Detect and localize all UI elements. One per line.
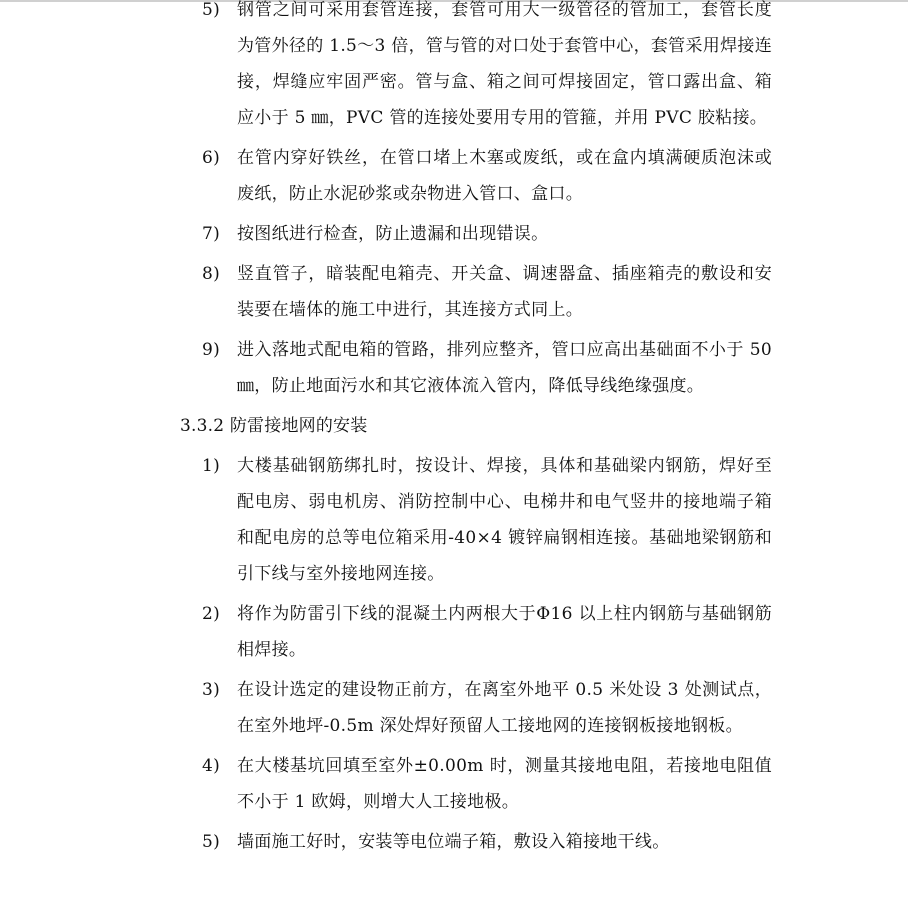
item-number: 3): [202, 680, 221, 700]
item-text: 进入落地式配电箱的管路，排列应整齐，管口应高出基础面不小于 50 ㎜，防止地面污水和其它液体流入管内，降低导线绝缘强度。: [237, 340, 772, 396]
item-number: 4): [202, 756, 221, 776]
item-number: 5): [202, 832, 221, 852]
item-text: 在大楼基坑回填至室外±0.00m 时，测量其接地电阻，若接地电阻值不小于 1 欧姆，则增大人工接地极。: [237, 756, 772, 812]
list-item: [0, 140, 772, 212]
list-item: [0, 332, 772, 404]
list-item: [0, 596, 772, 668]
item-text: 将作为防雷引下线的混凝土内两根大于Φ16 以上柱内钢筋与基础钢筋相焊接。: [237, 604, 772, 660]
list-item: [0, 216, 772, 252]
item-number: 8): [202, 264, 221, 284]
list-item: [0, 672, 772, 744]
item-text: 在管内穿好铁丝，在管口堵上木塞或废纸，或在盒内填满硬质泡沫或废纸，防止水泥砂浆或杂物进入管口、盒口。: [237, 148, 772, 204]
list-item: [0, 448, 772, 592]
item-number: 5): [202, 0, 221, 20]
item-number: 1): [202, 456, 221, 476]
item-text: 竖直管子，暗装配电箱壳、开关盒、调速器盒、插座箱壳的敷设和安装要在墙体的施工中进行，其连接方式同上。: [237, 264, 772, 320]
item-text: 按图纸进行检查，防止遗漏和出现错误。: [237, 224, 549, 244]
list-item: [0, 748, 772, 820]
item-number: 9): [202, 340, 221, 360]
item-text: 大楼基础钢筋绑扎时，按设计、焊接，具体和基础梁内钢筋，焊好至配电房、弱电机房、消防控制中心、电梯井和电气竖井的接地端子箱和配电房的总等电位箱采用-40×4 镀锌扁钢相连接。基础地梁钢筋和引下线与室外接地网连接。: [237, 456, 772, 584]
item-text: 墙面施工好时，安装等电位端子箱，敷设入箱接地干线。: [237, 832, 670, 852]
list-item: [0, 256, 772, 328]
list-item: [0, 824, 772, 860]
item-text: 在设计选定的建设物正前方，在离室外地平 0.5 米处设 3 处测试点，在室外地坪-0.5m 深处焊好预留人工接地网的连接钢板接地钢板。: [237, 680, 772, 736]
section-heading: 3.3.2 防雷接地网的安装: [180, 416, 368, 436]
item-number: 6): [202, 148, 221, 168]
item-number: 2): [202, 604, 221, 624]
item-text: 钢管之间可采用套管连接，套管可用大一级管径的管加工，套管长度为管外径的 1.5～3 倍，管与管的对口处于套管中心，套管采用焊接连接，焊缝应牢固严密。管与盒、箱之间可焊接固定，管口露出盒、箱应小于 5 ㎜，PVC 管的连接处要用专用的管箍，并用 PVC 胶粘接。: [237, 0, 772, 128]
item-number: 7): [202, 224, 221, 244]
list-item: [0, 0, 772, 136]
